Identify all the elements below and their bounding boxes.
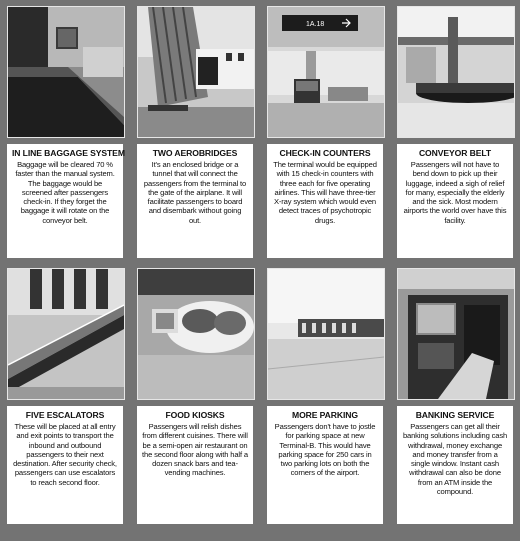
panel-card xyxy=(267,406,383,524)
panel-title: TWO AEROBRIDGES xyxy=(152,148,238,158)
food-plate-photo xyxy=(137,268,255,400)
panel-card xyxy=(397,144,513,258)
panel-card xyxy=(137,144,253,258)
panel-text: These will be placed at all entry and exit points to transport the inbound and outbound passengers to their next destination. After security check, passengers can use escalators to reach second floor. xyxy=(13,422,117,487)
panel-card xyxy=(137,406,253,524)
panel-text: Baggage will be cleared 70 % faster than the manual system. The baggage would be screened after passengers check-in. If they forget the baggage it will rotate on the conveyor belt. xyxy=(15,160,115,225)
panel-title: CHECK-IN COUNTERS xyxy=(279,148,371,158)
panel-text: It's an enclosed bridge or a tunnel that will connect the passengers from the terminal to the gate of the airplane. It will facilitate passengers to board and disembark without going out. xyxy=(143,160,247,225)
panel-banking xyxy=(394,268,516,524)
panel-text: Passengers will not have to bend down to pick up their luggage, indeed a sigh of relief for many, especially the elderly and the sick. Most modern airports the world over have this facility. xyxy=(403,160,507,225)
panel-card xyxy=(7,406,123,524)
panel-title: FOOD KIOSKS xyxy=(165,410,225,420)
panel-text: Passengers don't have to jostle for parking space at new Terminal-B. This would have parking space for 250 cars in two parking lots on both the corners of the airport. xyxy=(274,422,376,478)
aerobridge-photo xyxy=(137,6,255,138)
panel-text: Passengers can get all their banking solutions including cash withdrawal, money exchange and money transfer from a single window. Instant cash withdrawal can also be done from an ATM inside the compound. xyxy=(402,422,508,497)
atm-photo xyxy=(397,268,515,400)
panel-title: MORE PARKING xyxy=(292,410,358,420)
conveyor-belt-photo xyxy=(397,6,515,138)
facilities-grid xyxy=(4,6,516,524)
check-in-counters-photo xyxy=(267,6,385,138)
panel-conveyor xyxy=(394,6,516,258)
panel-title: BANKING SERVICE xyxy=(415,410,495,420)
panel-title: FIVE ESCALATORS xyxy=(25,410,105,420)
panel-text: The terminal would be equipped with 15 check-in counters with three each for five operating airlines. This will have three-tier X-ray system which would even detect traces of psychotropic drugs. xyxy=(273,160,377,225)
panel-card xyxy=(397,406,513,524)
panel-escalators xyxy=(4,268,126,524)
escalators-photo xyxy=(7,268,125,400)
panel-check-in xyxy=(264,6,386,258)
panel-food xyxy=(134,268,256,524)
panel-baggage xyxy=(4,6,126,258)
panel-card xyxy=(267,144,383,258)
panel-parking xyxy=(264,268,386,524)
parking-photo xyxy=(267,268,385,400)
panel-text: Passengers will relish dishes from different cuisines. There will be a semi-open air restaurant on the second floor along with half a dozen snack bars and tea-vending machines. xyxy=(142,422,248,478)
panel-card xyxy=(7,144,123,258)
panel-title: IN LINE BAGGAGE SYSTEM xyxy=(12,148,125,158)
panel-aerobridges xyxy=(134,6,256,258)
baggage-counter-photo xyxy=(7,6,125,138)
direction-sign-text: 1A.18 xyxy=(306,21,325,28)
panel-title: CONVEYOR BELT xyxy=(418,148,492,158)
